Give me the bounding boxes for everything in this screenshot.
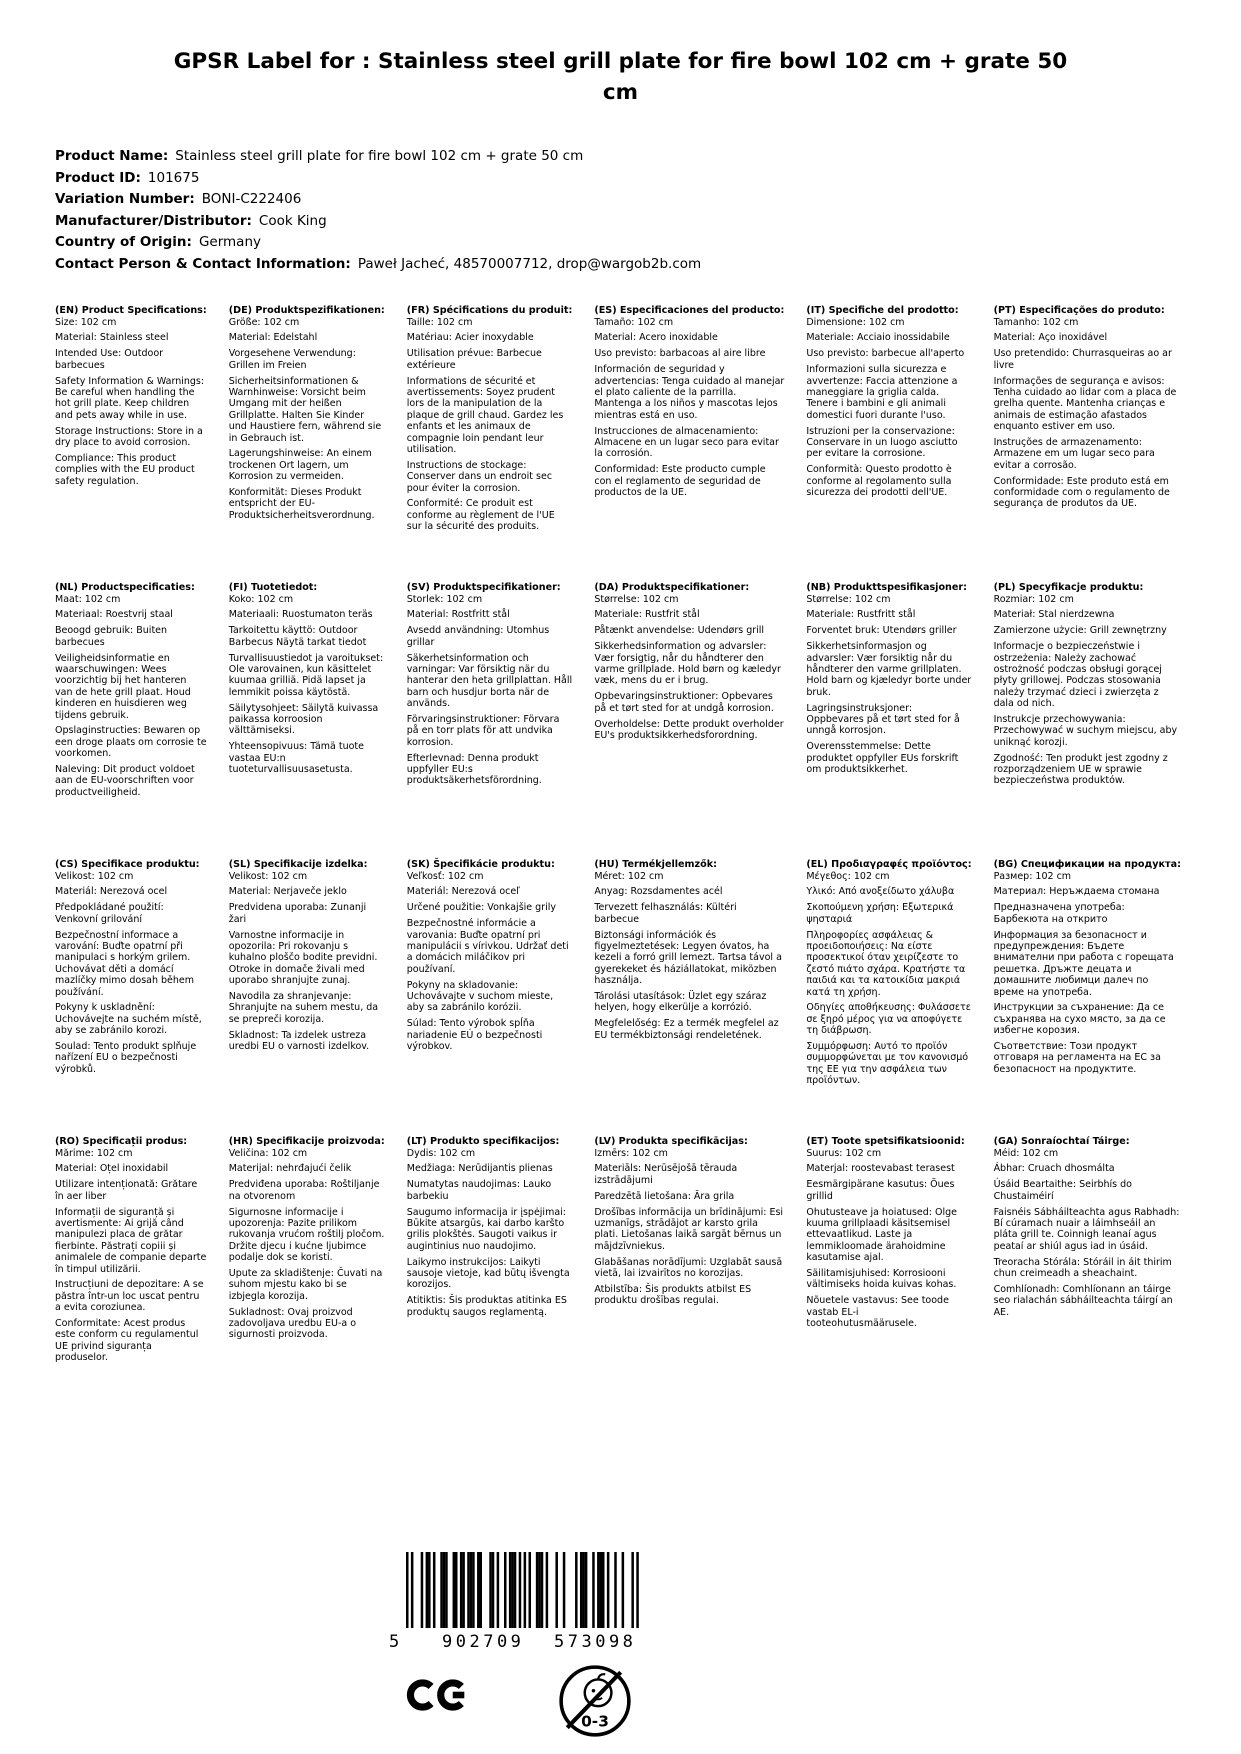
lang-paragraph-da: Sikkerhedsinformation og advarsler: Vær forsigtig, når du håndterer den varme grillplade. Hold børn og kæledyr væk, mens du er i brug. — [594, 641, 781, 687]
lang-paragraph-it: Istruzioni per la conservazione: Conservare in un luogo asciutto per evitare la corrosione. — [806, 425, 958, 460]
lang-paragraph-cs: Materiál: Nerezová ocel — [55, 886, 168, 898]
lang-paragraph-da: Størrelse: 102 cm — [594, 593, 679, 605]
lang-paragraph-hr: Veličina: 102 cm — [228, 1147, 308, 1159]
lang-paragraph-lv: Glabāšanas norādījumi: Uzglabāt sausā vietā, lai izvairītos no korozijas. — [594, 1256, 783, 1280]
lang-heading-ro: (RO) Specificații produs: — [55, 1136, 188, 1147]
language-grid — [55, 305, 1181, 1413]
lang-paragraph-hr: Sigurnosne informacije i upozorenja: Pazite prilikom rukovanja vrućom roštilj pločom. Držite djecu i kućne ljubimce podalje dok se koristi. — [228, 1206, 385, 1264]
lang-heading-pt: (PT) Especificações do produto: — [993, 305, 1165, 316]
lang-paragraph-sv: Säkerhetsinformation och varningar: Var försiktig när du hanterar den heta grillplattan. Håll barn och husdjur borta när de används. — [406, 652, 573, 710]
lang-paragraph-sk: Veľkosť: 102 cm — [406, 870, 484, 882]
lang-paragraph-hr: Predviđena uporaba: Roštiljanje na otvorenom — [228, 1179, 380, 1202]
lang-paragraph-nb: Forventet bruk: Utendørs griller — [806, 625, 957, 637]
lang-paragraph-fi: Säilytysohjeet: Säilytä kuivassa paikassa korroosion välttämiseksi. — [228, 702, 379, 737]
compliance-marks — [406, 1662, 639, 1738]
barcode-digit-left-group: 902709 — [442, 1632, 525, 1652]
lang-paragraph-sv: Förvaringsinstruktioner: Förvara på en torr plats för att undvika korrosion. — [406, 714, 560, 748]
lang-paragraph-de: Sicherheitsinformationen & Warnhinweise: Vorsicht beim Umgang mit der heißen Grillplatte. Halten Sie Kinder und Haustiere fern, während sie in Gebrauch ist. — [228, 375, 382, 444]
product-info-row — [55, 254, 701, 276]
lang-paragraph-el: Συμμόρφωση: Αυτό το προϊόν συμμορφώνεται με τον κανονισμό της ΕΕ για την ασφάλεια των προϊόντων. — [806, 1041, 969, 1087]
lang-paragraph-nl: Naleving: Dit product voldoet aan de EU-voorschriften voor productveiligheid. — [55, 764, 195, 798]
lang-paragraph-hr: Sukladnost: Ovaj proizvod zadovoljava uredbu EU-a o sigurnosti proizvoda. — [228, 1306, 357, 1341]
lang-block-ga — [994, 1136, 1187, 1413]
lang-heading-lv: (LV) Produkta specifikācijas: — [594, 1136, 748, 1147]
lang-paragraph-ga: Ábhar: Cruach dhosmálta — [993, 1163, 1115, 1175]
lang-block-da — [594, 582, 790, 859]
lang-heading-nl: (NL) Productspecificaties: — [55, 582, 195, 593]
lang-block-pl — [994, 582, 1187, 859]
lang-paragraph-ga: Úsáid Beartaithe: Seirbhís do Chustaiméirí — [993, 1179, 1132, 1202]
barcode-bars-icon — [406, 1552, 639, 1628]
lang-block-en — [55, 305, 213, 582]
lang-paragraph-ro: Utilizare intenționată: Grătare în aer liber — [55, 1179, 198, 1202]
lang-paragraph-bg: Размер: 102 cm — [993, 870, 1072, 882]
lang-paragraph-lt: Dydis: 102 cm — [406, 1147, 476, 1159]
lang-paragraph-et: Eesmärgipärane kasutus: Õues grillid — [806, 1179, 955, 1202]
lang-paragraph-fr: Conformité: Ce produit est conforme au règlement de l'UE sur la sécurité des produits. — [406, 498, 555, 533]
lang-paragraph-lv: Paredzētā lietošana: Āra grila — [594, 1190, 735, 1202]
lang-heading-cs: (CS) Specifikace produktu: — [55, 859, 200, 870]
lang-paragraph-es: Uso previsto: barbacoas al aire libre — [594, 348, 766, 360]
lang-paragraph-pl: Materiał: Stal nierdzewna — [993, 609, 1115, 621]
lang-paragraph-pt: Material: Aço inoxidável — [993, 332, 1108, 344]
lang-block-cs — [55, 859, 213, 1136]
lang-paragraph-sk: Bezpečnostné informácie a varovania: Buďte opatrní pri manipulácii s vírivkou. Udržať deti a domácich miláčikov pri používaní. — [406, 918, 569, 975]
lang-paragraph-lt: Numatytas naudojimas: Lauko barbekiu — [406, 1179, 552, 1202]
lang-paragraph-fi: Tarkoitettu käyttö: Outdoor Barbecus Näytä tarkat tiedot — [228, 625, 367, 648]
lang-heading-pl: (PL) Specyfikacje produktu: — [993, 582, 1144, 593]
product-info-value: BONI-C222406 — [201, 191, 302, 207]
lang-paragraph-es: Tamaño: 102 cm — [594, 316, 674, 328]
lang-block-sk — [407, 859, 579, 1136]
lang-paragraph-hu: Biztonsági információk és figyelmeztetések: Legyen óvatos, ha kezeli a forró grill lemezt. Tartsa távol a gyerekeket és háziállatokat, miközben használja. — [594, 929, 782, 987]
lang-paragraph-pt: Conformidade: Este produto está em conformidade com o regulamento de segurança de produtos da UE. — [993, 475, 1170, 510]
product-info-row — [55, 168, 701, 190]
lang-paragraph-en: Material: Stainless steel — [55, 332, 169, 344]
lang-paragraph-nb: Lagringsinstruksjoner: Oppbevares på et tørt sted for å unngå korrosjon. — [806, 702, 960, 737]
lang-paragraph-fr: Utilisation prévue: Barbecue extérieure — [406, 348, 542, 371]
lang-paragraph-hu: Tárolási utasítások: Üzlet egy száraz helyen, hogy elkerülje a korrózió. — [594, 991, 767, 1014]
lang-paragraph-fr: Taille: 102 cm — [406, 316, 473, 328]
age-warning-label: 0-3 — [581, 1712, 609, 1731]
lang-heading-el: (EL) Προδιαγραφές προϊόντος: — [806, 859, 972, 870]
lang-paragraph-it: Conformità: Questo prodotto è conforme al regolamento sulla sicurezza dei prodotti dell'UE. — [806, 464, 952, 499]
product-info-value: Paweł Jacheć, 48570007712, drop@wargob2b.com — [357, 255, 702, 272]
lang-paragraph-cs: Předpokládané použití: Venkovní grilování — [55, 902, 164, 925]
lang-heading-sk: (SK) Špecifikácie produktu: — [406, 859, 555, 870]
product-info-label: Country of Origin: — [55, 234, 192, 250]
lang-paragraph-ga: Treoracha Stórála: Stóráil in áit thirim chun creimeadh a sheachaint. — [993, 1256, 1172, 1280]
lang-paragraph-pt: Uso pretendido: Churrasqueiras ao ar livre — [993, 348, 1172, 371]
lang-paragraph-da: Påtænkt anvendelse: Udendørs grill — [594, 625, 765, 637]
product-info-row — [55, 211, 701, 233]
lang-block-es — [594, 305, 790, 582]
lang-paragraph-el: Μέγεθος: 102 cm — [806, 870, 890, 882]
lang-paragraph-hu: Tervezett felhasználás: Kültéri barbecue — [594, 902, 737, 925]
lang-paragraph-et: Materjal: roostevabast terasest — [806, 1163, 955, 1175]
lang-paragraph-ga: Faisnéis Sábháilteachta agus Rabhadh: Bí cúramach nuair a láimhseáil an pláta grill te. Coinnigh leanaí agus peataí ar shiúl agus iad in úsáid. — [993, 1206, 1180, 1252]
product-info — [55, 146, 701, 275]
lang-block-lv — [594, 1136, 790, 1413]
lang-paragraph-et: Säilitamisjuhised: Korrosiooni vältimiseks hoida kuivas kohas. — [806, 1268, 957, 1291]
lang-paragraph-it: Dimensione: 102 cm — [806, 316, 905, 328]
product-info-value: 101675 — [147, 169, 200, 186]
lang-paragraph-sk: Pokyny na skladovanie: Uchovávajte v suchom mieste, aby sa zabránilo korózii. — [406, 979, 554, 1014]
lang-paragraph-lv: Materiāls: Nerūsējošā tērauda izstrādājumi — [594, 1163, 738, 1186]
lang-paragraph-fr: Instructions de stockage: Conserver dans un endroit sec pour éviter la corrosion. — [406, 459, 553, 494]
lang-paragraph-nl: Opslaginstructies: Bewaren op een droge plaats om corrosie te voorkomen. — [55, 725, 207, 760]
lang-paragraph-ro: Material: Oțel inoxidabil — [55, 1163, 169, 1175]
lang-paragraph-ro: Mărime: 102 cm — [55, 1147, 133, 1159]
lang-heading-bg: (BG) Спецификации на продукта: — [993, 859, 1181, 870]
lang-paragraph-nb: Størrelse: 102 cm — [806, 593, 891, 605]
lang-paragraph-de: Größe: 102 cm — [228, 316, 300, 328]
lang-paragraph-lt: Atitiktis: Šis produktas atitinka ES produktų saugos reglamentą. — [406, 1295, 567, 1318]
lang-paragraph-es: Información de seguridad y advertencias: Tenga cuidado al manejar el plato caliente de la parrilla. Mantenga a los niños y mascotas lejos mientras está en uso. — [594, 364, 785, 421]
lang-heading-fi: (FI) Tuotetiedot: — [228, 582, 318, 593]
product-info-row — [55, 232, 701, 254]
lang-block-hr — [229, 1136, 391, 1413]
lang-paragraph-pl: Instrukcje przechowywania: Przechowywać w suchym miejscu, aby uniknąć korozji. — [993, 714, 1178, 748]
lang-block-hu — [594, 859, 790, 1136]
lang-heading-da: (DA) Produktspecifikationer: — [594, 582, 750, 593]
lang-paragraph-cs: Pokyny k uskladnění: Uchovávejte na suchém místě, aby se zabránilo korozi. — [55, 1002, 202, 1037]
lang-paragraph-lt: Saugumo informacija ir įspėjimai: Būkite atsargūs, kai darbo karšto grilis plokštės. Saugoti vaikus ir augintinius nuo naudojimo. — [406, 1206, 566, 1252]
product-info-row — [55, 189, 701, 211]
lang-paragraph-pl: Zgodność: Ten produkt jest zgodny z rozporządzeniem UE w sprawie bezpieczeństwa produktów. — [993, 752, 1168, 787]
lang-paragraph-et: Suurus: 102 cm — [806, 1147, 882, 1159]
lang-heading-ga: (GA) Sonraíochtaí Táirge: — [993, 1136, 1130, 1147]
lang-paragraph-nl: Beoogd gebruik: Buiten barbecues — [55, 625, 168, 648]
age-warning-0-3-icon — [556, 1662, 634, 1740]
lang-paragraph-hr: Materijal: nehrđajući čelik — [228, 1163, 352, 1175]
lang-paragraph-pl: Zamierzone użycie: Grill zewnętrzny — [993, 625, 1167, 637]
lang-paragraph-sv: Avsedd användning: Utomhus grillar — [406, 625, 550, 648]
lang-paragraph-hu: Anyag: Rozsdamentes acél — [594, 886, 723, 898]
lang-block-de — [229, 305, 391, 582]
lang-paragraph-nl: Maat: 102 cm — [55, 593, 121, 605]
lang-paragraph-en: Storage Instructions: Store in a dry place to avoid corrosion. — [55, 425, 203, 449]
product-info-label: Product Name: — [55, 148, 169, 164]
lang-heading-sv: (SV) Produktspecifikationer: — [406, 582, 561, 593]
lang-paragraph-cs: Bezpečnostní informace a varování: Buďte opatrní při manipulaci s horkým grilem. Uchovávat děti a domácí mazlíčky mimo dosah během používání. — [55, 929, 194, 998]
lang-heading-et: (ET) Toote spetsifikatsioonid: — [806, 1136, 965, 1147]
lang-paragraph-sl: Varnostne informacije in opozorila: Pri rokovanju s kuhalno ploščo bodite previdni. Otroke in domače živali med uporabo shranjujte zunaj. — [228, 929, 378, 987]
lang-paragraph-de: Vorgesehene Verwendung: Grillen im Freien — [228, 348, 356, 371]
lang-paragraph-sl: Velikost: 102 cm — [228, 870, 308, 882]
lang-block-sl — [229, 859, 391, 1136]
barcode-digit-right-group: 573098 — [554, 1632, 637, 1652]
lang-paragraph-en: Intended Use: Outdoor barbecues — [55, 348, 164, 371]
lang-paragraph-cs: Velikost: 102 cm — [55, 870, 134, 882]
lang-paragraph-de: Material: Edelstahl — [228, 332, 318, 344]
lang-block-nl — [55, 582, 213, 859]
lang-block-lt — [407, 1136, 579, 1413]
lang-block-bg — [994, 859, 1187, 1136]
lang-paragraph-sv: Storlek: 102 cm — [406, 593, 483, 605]
lang-paragraph-lt: Medžiaga: Nerūdijantis plienas — [406, 1163, 553, 1175]
lang-paragraph-it: Uso previsto: barbecue all'aperto — [806, 348, 965, 360]
lang-paragraph-bg: Предназначена употреба: Барбекюта на открито — [993, 902, 1125, 925]
lang-paragraph-sl: Predvidena uporaba: Zunanji žari — [228, 902, 367, 925]
lang-heading-it: (IT) Specifiche del prodotto: — [806, 305, 959, 316]
lang-paragraph-lv: Izmērs: 102 cm — [594, 1147, 668, 1159]
lang-block-sv — [407, 582, 579, 859]
lang-paragraph-el: Οδηγίες αποθήκευσης: Φυλάσσετε σε ξηρό μέρος για να αποφύγετε τη διάβρωση. — [806, 1002, 971, 1037]
lang-paragraph-sv: Material: Rostfritt stål — [406, 609, 510, 621]
lang-paragraph-sk: Materiál: Nerezová oceľ — [406, 886, 520, 898]
lang-paragraph-ga: Méid: 102 cm — [993, 1147, 1059, 1159]
lang-heading-sl: (SL) Specifikacije izdelka: — [228, 859, 368, 870]
lang-paragraph-ro: Conformitate: Acest produs este conform cu regulamentul UE privind siguranța produselor. — [55, 1318, 199, 1364]
lang-paragraph-hu: Méret: 102 cm — [594, 870, 664, 882]
barcode — [389, 1552, 639, 1731]
lang-paragraph-fi: Yhteensopivuus: Tämä tuote vastaa EU:n tuoteturvallisuusasetusta. — [228, 741, 364, 776]
lang-paragraph-da: Opbevaringsinstruktioner: Opbevares på et tørt sted for at undgå korrosion. — [594, 691, 774, 714]
lang-paragraph-bg: Информация за безопасност и предупреждения: Бъдете внимателни при работа с горещата решетка. Дръжте децата и домашните любимци далеч по време на употреба. — [993, 929, 1174, 998]
lang-paragraph-sl: Material: Nerjaveče jeklo — [228, 886, 347, 898]
lang-paragraph-fi: Koko: 102 cm — [228, 593, 294, 605]
lang-heading-fr: (FR) Spécifications du produit: — [406, 305, 573, 316]
lang-paragraph-nb: Sikkerhetsinformasjon og advarsler: Vær forsiktig når du håndterer den varme grillplaten. Hold barn og kjæledyr borte under bruk. — [806, 641, 972, 698]
lang-paragraph-da: Overholdelse: Dette produkt overholder EU's produktsikkerhedsforordning. — [594, 718, 784, 741]
lang-block-nb — [806, 582, 977, 859]
product-info-value: Cook King — [258, 212, 327, 229]
lang-paragraph-nl: Veiligheidsinformatie en waarschuwingen: Wees voorzichtig bij het hanteren van de hete grill plaat. Houd kinderen en huisdieren weg tijdens gebruik. — [55, 652, 191, 721]
lang-paragraph-da: Materiale: Rustfrit stål — [594, 609, 700, 621]
lang-heading-es: (ES) Especificaciones del producto: — [594, 305, 785, 316]
lang-heading-hr: (HR) Specifikacije proizvoda: — [228, 1136, 385, 1147]
lang-paragraph-sk: Súlad: Tento výrobok spĺňa nariadenie EÚ o bezpečnosti výrobkov. — [406, 1018, 543, 1053]
lang-paragraph-bg: Материал: Неръждаема стомана — [993, 886, 1160, 898]
lang-paragraph-pl: Informacje o bezpieczeństwie i ostrzeżenia: Należy zachować ostrożność podczas obsługi gorącej płyty grillowej. Podczas stosowania należy trzymać dzieci i zwierzęta z dala od nich. — [993, 641, 1162, 710]
lang-paragraph-lv: Atbilstība: Šis produkts atbilst ES produktu drošības regulai. — [594, 1283, 752, 1307]
lang-paragraph-fr: Matériau: Acier inoxydable — [406, 332, 534, 344]
barcode-digit-prefix: 5 — [389, 1632, 403, 1652]
lang-paragraph-hu: Megfelelőség: Ez a termék megfelel az EU termékbiztonsági rendeletének. — [594, 1018, 779, 1041]
lang-paragraph-fi: Materiaali: Ruostumaton teräs — [228, 609, 373, 621]
lang-block-fi — [229, 582, 391, 859]
lang-paragraph-es: Conformidad: Este producto cumple con el reglamento de seguridad de productos de la UE. — [594, 464, 766, 499]
lang-paragraph-fi: Turvallisuustiedot ja varoitukset: Ole varovainen, kun käsittelet kuumaa grilliä. Pidä lapset ja lemmikit poissa käytöstä. — [228, 652, 384, 698]
lang-heading-de: (DE) Produktspezifikationen: — [228, 305, 385, 316]
lang-paragraph-nb: Materiale: Rustfritt stål — [806, 609, 916, 621]
lang-paragraph-nb: Overensstemmelse: Dette produktet oppfyller EUs forskrift om produktsikkerhet. — [806, 741, 959, 776]
lang-paragraph-ro: Informații de siguranță și avertismente: Ai grijă când manipulezi placa de grătar fierbinte. Păstrați copiii și animalele de companie departe în timpul utilizării. — [55, 1206, 207, 1275]
lang-paragraph-sk: Určené použitie: Vonkajšie grily — [406, 902, 556, 914]
lang-block-it — [806, 305, 977, 582]
lang-paragraph-en: Size: 102 cm — [55, 316, 117, 328]
lang-paragraph-et: Ohutusteave ja hoiatused: Olge kuuma grillplaadi käsitsemisel ettevaatlikud. Laste ja lemmikloomade ärahoidmine kasutamise ajal. — [806, 1206, 958, 1264]
product-info-row — [55, 146, 701, 168]
lang-paragraph-it: Materiale: Acciaio inossidabile — [806, 332, 950, 344]
lang-paragraph-ro: Instrucțiuni de depozitare: A se păstra într-un loc uscat pentru a evita coroziunea. — [55, 1279, 204, 1314]
lang-paragraph-sl: Navodila za shranjevanje: Shranjujte na suhem mestu, da se prepreči korozija. — [228, 991, 379, 1025]
lang-paragraph-el: Υλικό: Από ανοξείδωτο χάλυβα — [806, 886, 955, 898]
lang-heading-nb: (NB) Produkttspesifikasjoner: — [806, 582, 967, 593]
lang-paragraph-pt: Informações de segurança e avisos: Tenha cuidado ao lidar com a placa de grelha quente. Mantenha crianças e animais de estimação afastados enquanto estiver em uso. — [993, 375, 1177, 433]
product-info-label: Contact Person & Contact Information: — [55, 255, 351, 272]
lang-paragraph-hr: Upute za skladištenje: Čuvati na suhom mjestu kako bi se izbjegla korozija. — [228, 1268, 383, 1302]
lang-paragraph-pt: Instruções de armazenamento: Armazene em um lugar seco para evitar a corrosão. — [993, 437, 1155, 471]
lang-heading-lt: (LT) Produkto specifikacijos: — [406, 1136, 560, 1147]
product-info-label: Manufacturer/Distributor: — [55, 212, 252, 229]
lang-block-pt — [994, 305, 1187, 582]
lang-paragraph-lt: Laikymo instrukcijos: Laikyti sausoje vietoje, kad būtų išvengta korozijos. — [406, 1256, 570, 1291]
lang-block-ro — [55, 1136, 213, 1413]
lang-paragraph-de: Konformität: Dieses Produkt entspricht der EU-Produktsicherheitsverordnung. — [228, 487, 375, 521]
ce-mark-icon — [406, 1666, 472, 1724]
lang-paragraph-en: Compliance: This product complies with the EU product safety regulation. — [55, 452, 195, 487]
lang-paragraph-de: Lagerungshinweise: An einem trockenen Ort lagern, um Korrosion zu vermeiden. — [228, 448, 372, 483]
lang-paragraph-el: Σκοπούμενη χρήση: Εξωτερικά ψησταριά — [806, 902, 954, 925]
lang-paragraph-nl: Materiaal: Roestvrij staal — [55, 609, 173, 621]
product-info-label: Variation Number: — [55, 191, 195, 207]
lang-paragraph-en: Safety Information & Warnings: Be careful when handling the hot grill plate. Keep children and pets away while in use. — [55, 375, 205, 421]
page-title: GPSR Label for : Stainless steel grill plate for fire bowl 102 cm + grate 50 cm — [173, 49, 1068, 106]
lang-paragraph-pt: Tamanho: 102 cm — [993, 316, 1079, 328]
lang-paragraph-es: Material: Acero inoxidable — [594, 332, 718, 344]
lang-paragraph-sl: Skladnost: Ta izdelek ustreza uredbi EU o varnosti izdelkov. — [228, 1029, 370, 1053]
lang-paragraph-bg: Съответствие: Този продукт отговаря на регламента на ЕС за безопасност на продуктите. — [993, 1041, 1161, 1075]
lang-paragraph-cs: Soulad: Tento produkt splňuje nařízení EU o bezpečnosti výrobků. — [55, 1041, 197, 1075]
lang-paragraph-lv: Drošības informācija un brīdinājumi: Esi uzmanīgs, strādājot ar karsto grila plati. Lietošanas laikā sargāt bērnus un mājdzīvniekus. — [594, 1206, 784, 1252]
lang-heading-en: (EN) Product Specifications: — [55, 305, 207, 316]
lang-paragraph-pl: Rozmiar: 102 cm — [993, 593, 1074, 605]
lang-paragraph-et: Nõuetele vastavus: See toode vastab EL-i tooteohutusmäärusele. — [806, 1295, 949, 1330]
lang-heading-hu: (HU) Termékjellemzők: — [594, 859, 717, 870]
product-info-value: Germany — [198, 234, 261, 250]
lang-paragraph-fr: Informations de sécurité et avertissements: Soyez prudent lors de la manipulation de la plaque de grill chaud. Gardez les enfants et les animaux de compagnie loin pendant leur utilisation. — [406, 375, 564, 455]
lang-paragraph-bg: Инструкции за съхранение: Да се съхранява на сухо място, за да се избегне корозия. — [993, 1002, 1166, 1037]
lang-paragraph-es: Instrucciones de almacenamiento: Almacene en un lugar seco para evitar la corrosión. — [594, 425, 779, 460]
product-info-label: Product ID: — [55, 169, 141, 186]
lang-paragraph-el: Πληροφορίες ασφάλειας & προειδοποιήσεις: Να είστε προσεκτικοί όταν χειρίζεστε το ζεστό πιάτο σχάρα. Κρατήστε τα παιδιά και τα κατοικίδια μακριά κατά τη χρήση. — [806, 929, 966, 998]
lang-block-fr — [407, 305, 579, 582]
lang-paragraph-sv: Efterlevnad: Denna produkt uppfyller EU:s produktsäkerhetsförordning. — [406, 752, 542, 787]
lang-paragraph-ga: Comhlíonadh: Comhlíonann an táirge seo rialachán sábháilteachta táirgí an AE. — [993, 1283, 1173, 1318]
lang-block-el — [806, 859, 977, 1136]
lang-paragraph-it: Informazioni sulla sicurezza e avvertenze: Faccia attenzione a maneggiare la griglia calda. Tenere i bambini e gli animali domestici fuori durante l'uso. — [806, 364, 958, 421]
lang-block-et — [806, 1136, 977, 1413]
product-info-value: Stainless steel grill plate for fire bowl 102 cm + grate 50 cm — [175, 148, 584, 164]
